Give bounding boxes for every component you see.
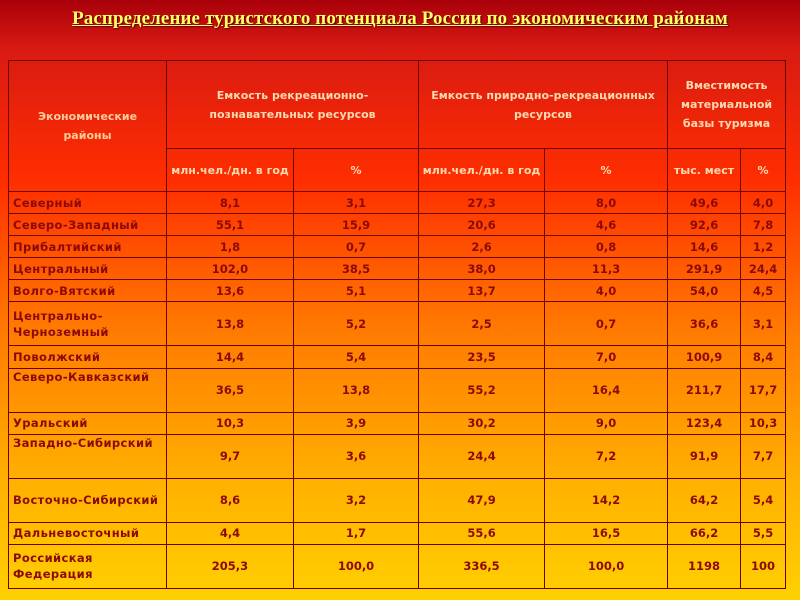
value-cell: 38,0 [419, 258, 545, 280]
value-cell: 336,5 [419, 544, 545, 588]
value-cell: 0,8 [545, 236, 668, 258]
region-name-cell: Волго-Вятский [9, 280, 167, 302]
value-cell: 3,2 [294, 478, 419, 522]
value-cell: 7,2 [545, 434, 668, 478]
value-cell: 7,0 [545, 346, 668, 368]
value-cell: 100 [741, 544, 786, 588]
value-cell: 30,2 [419, 412, 545, 434]
value-cell: 2,6 [419, 236, 545, 258]
value-cell: 2,5 [419, 302, 545, 346]
value-cell: 55,6 [419, 522, 545, 544]
table-row [9, 368, 786, 412]
value-cell: 54,0 [668, 280, 741, 302]
table-body [9, 192, 786, 589]
value-cell: 8,0 [545, 192, 668, 214]
value-cell: 16,4 [545, 368, 668, 412]
value-cell: 5,1 [294, 280, 419, 302]
region-name-cell: Поволжский [9, 346, 167, 368]
value-cell: 10,3 [167, 412, 294, 434]
value-cell: 100,0 [294, 544, 419, 588]
table-row [9, 522, 786, 544]
value-cell: 13,8 [294, 368, 419, 412]
table-row [9, 258, 786, 280]
value-cell: 23,5 [419, 346, 545, 368]
value-cell: 211,7 [668, 368, 741, 412]
value-cell: 36,6 [668, 302, 741, 346]
header-unit-3b: % [741, 149, 786, 192]
value-cell: 36,5 [167, 368, 294, 412]
table-row [9, 346, 786, 368]
table-row [9, 236, 786, 258]
header-unit-1a: млн.чел./дн. в год [167, 149, 294, 192]
value-cell: 5,4 [741, 478, 786, 522]
region-name-cell: Прибалтийский [9, 236, 167, 258]
value-cell: 24,4 [741, 258, 786, 280]
value-cell: 3,1 [294, 192, 419, 214]
value-cell: 27,3 [419, 192, 545, 214]
value-cell: 92,6 [668, 214, 741, 236]
value-cell: 17,7 [741, 368, 786, 412]
value-cell: 55,2 [419, 368, 545, 412]
value-cell: 4,0 [741, 192, 786, 214]
value-cell: 7,7 [741, 434, 786, 478]
value-cell: 4,5 [741, 280, 786, 302]
value-cell: 9,7 [167, 434, 294, 478]
value-cell: 10,3 [741, 412, 786, 434]
value-cell: 8,6 [167, 478, 294, 522]
value-cell: 13,7 [419, 280, 545, 302]
value-cell: 11,3 [545, 258, 668, 280]
value-cell: 8,1 [167, 192, 294, 214]
region-name-cell: Российская Федерация [9, 544, 167, 588]
region-name-cell: Восточно-Сибирский [9, 478, 167, 522]
value-cell: 205,3 [167, 544, 294, 588]
region-name-cell: Западно-Сибирский [9, 434, 167, 478]
header-unit-1b: % [294, 149, 419, 192]
value-cell: 14,4 [167, 346, 294, 368]
value-cell: 47,9 [419, 478, 545, 522]
header-unit-2a: млн.чел./дн. в год [419, 149, 545, 192]
region-name-cell: Северо-Западный [9, 214, 167, 236]
region-name-cell: Центральный [9, 258, 167, 280]
value-cell: 5,4 [294, 346, 419, 368]
header-group-cognitive-resources: Емкость рекреационно-познавательных ресурсов [167, 61, 419, 149]
value-cell: 291,9 [668, 258, 741, 280]
header-region: Экономические районы [9, 61, 167, 192]
value-cell: 4,0 [545, 280, 668, 302]
value-cell: 14,6 [668, 236, 741, 258]
value-cell: 5,2 [294, 302, 419, 346]
tourism-potential-table [8, 60, 786, 589]
value-cell: 14,2 [545, 478, 668, 522]
table-row [9, 280, 786, 302]
value-cell: 13,8 [167, 302, 294, 346]
value-cell: 1,7 [294, 522, 419, 544]
header-unit-2b: % [545, 149, 668, 192]
value-cell: 64,2 [668, 478, 741, 522]
value-cell: 100,0 [545, 544, 668, 588]
table-row [9, 434, 786, 478]
value-cell: 49,6 [668, 192, 741, 214]
value-cell: 102,0 [167, 258, 294, 280]
value-cell: 91,9 [668, 434, 741, 478]
value-cell: 1,8 [167, 236, 294, 258]
table-row [9, 544, 786, 588]
value-cell: 15,9 [294, 214, 419, 236]
table-row [9, 214, 786, 236]
value-cell: 0,7 [294, 236, 419, 258]
region-name-cell: Центрально-Черноземный [9, 302, 167, 346]
page-title: Распределение туристского потенциала России по экономическим районам [72, 8, 728, 29]
value-cell: 4,6 [545, 214, 668, 236]
header-row-groups [9, 61, 786, 149]
value-cell: 66,2 [668, 522, 741, 544]
value-cell: 100,9 [668, 346, 741, 368]
value-cell: 0,7 [545, 302, 668, 346]
value-cell: 1198 [668, 544, 741, 588]
header-group-natural-resources: Емкость природно-рекреационных ресурсов [419, 61, 668, 149]
header-group-tourism-base: Вместимость материальной базы туризма [668, 61, 786, 149]
value-cell: 123,4 [668, 412, 741, 434]
value-cell: 16,5 [545, 522, 668, 544]
value-cell: 9,0 [545, 412, 668, 434]
table-row [9, 478, 786, 522]
value-cell: 3,9 [294, 412, 419, 434]
value-cell: 4,4 [167, 522, 294, 544]
value-cell: 24,4 [419, 434, 545, 478]
region-name-cell: Северо-Кавказский [9, 368, 167, 412]
value-cell: 8,4 [741, 346, 786, 368]
value-cell: 20,6 [419, 214, 545, 236]
value-cell: 38,5 [294, 258, 419, 280]
table-row [9, 192, 786, 214]
header-unit-3a: тыс. мест [668, 149, 741, 192]
region-name-cell: Северный [9, 192, 167, 214]
value-cell: 3,6 [294, 434, 419, 478]
value-cell: 1,2 [741, 236, 786, 258]
value-cell: 5,5 [741, 522, 786, 544]
table-row [9, 412, 786, 434]
table-row [9, 302, 786, 346]
value-cell: 3,1 [741, 302, 786, 346]
value-cell: 7,8 [741, 214, 786, 236]
value-cell: 13,6 [167, 280, 294, 302]
value-cell: 55,1 [167, 214, 294, 236]
region-name-cell: Дальневосточный [9, 522, 167, 544]
region-name-cell: Уральский [9, 412, 167, 434]
